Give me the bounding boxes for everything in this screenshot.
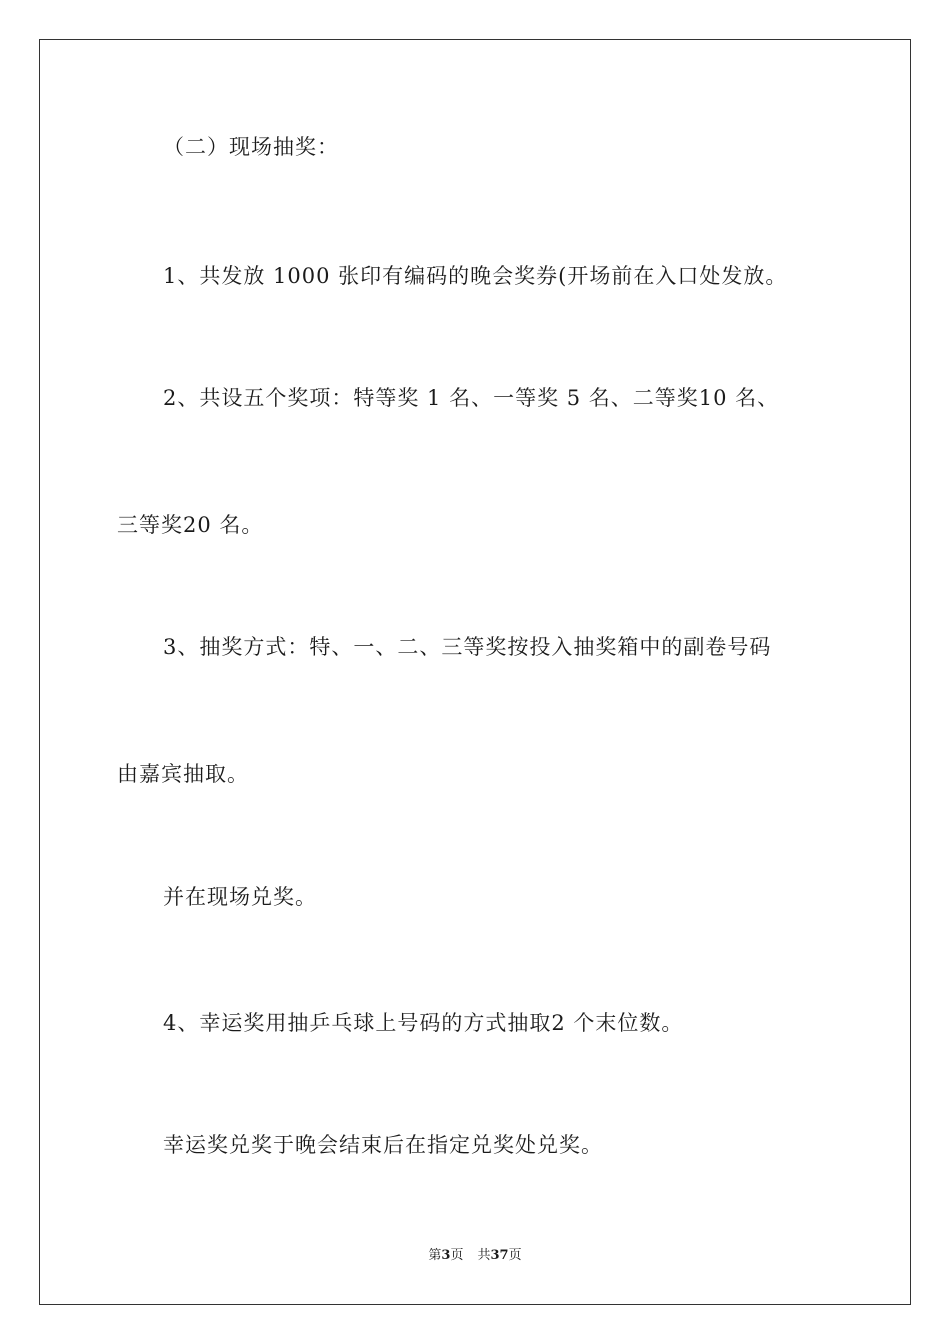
page-footer [0,1247,950,1265]
paragraph-item-1: 1、共发放 1000 张印有编码的晚会奖券(开场前在入口处发放。 [163,264,788,288]
paragraph-onsite-redeem: 并在现场兑奖。 [163,885,317,909]
paragraph-item-2: 2、共设五个奖项：特等奖 1 名、一等奖 5 名、二等奖10 名、 [163,386,780,410]
footer-page-prefix: 第 [428,1248,442,1263]
paragraph-item-4: 4、幸运奖用抽乒乓球上号码的方式抽取2 个末位数。 [163,1011,684,1035]
section-heading: （二）现场抽奖： [163,135,339,159]
footer-page-current: 3 [441,1248,451,1263]
paragraph-item-2-continuation: 三等奖20 名。 [117,513,264,537]
paragraph-lucky-redeem: 幸运奖兑奖于晚会结束后在指定兑奖处兑奖。 [163,1133,603,1157]
paragraph-item-3-continuation: 由嘉宾抽取。 [117,762,249,786]
page-border [39,39,911,1305]
footer-page-suffix: 页 [450,1248,464,1263]
paragraph-item-3: 3、抽奖方式：特、一、二、三等奖按投入抽奖箱中的副卷号码 [163,635,772,659]
footer-page-total: 37 [490,1248,509,1263]
footer-total-prefix: 共 [477,1248,491,1263]
footer-total-suffix: 页 [508,1248,522,1263]
